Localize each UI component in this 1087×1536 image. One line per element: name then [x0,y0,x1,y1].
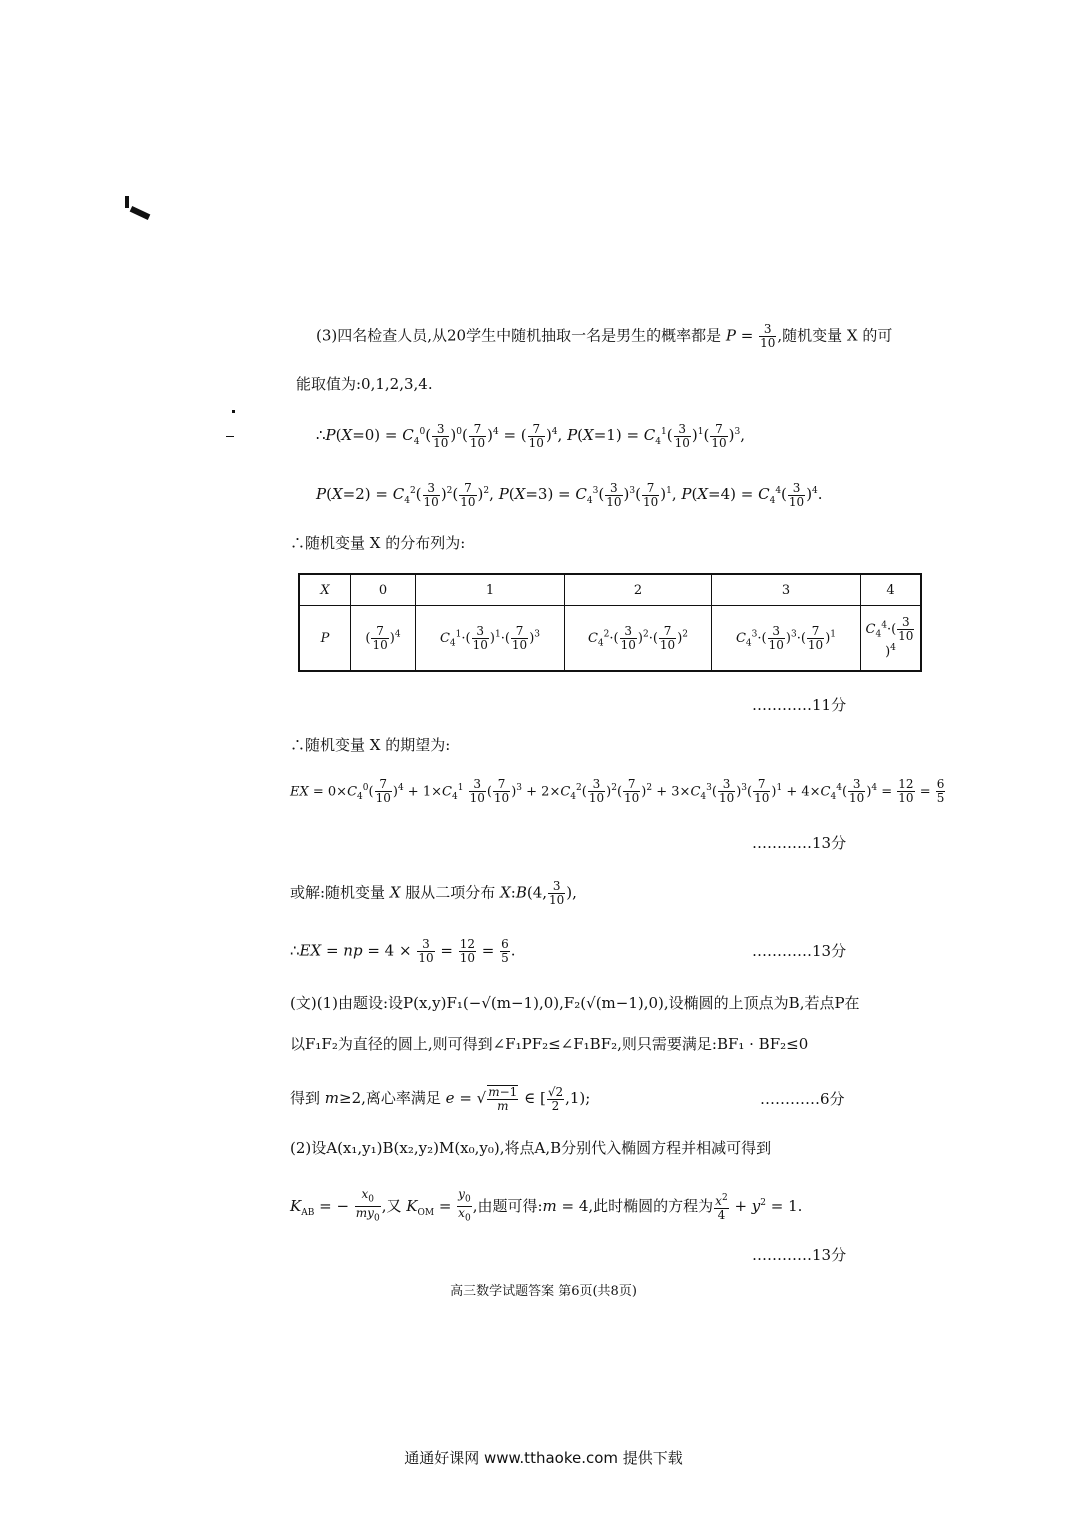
wen-line-2: 以F₁F₂为直径的圆上,则可得到∠F₁PF₂≤∠F₁BF₂,则只需要满足:BF₁ · BF₂≤0 [290,1035,809,1053]
site-watermark: 通通好课网 www.tthaoke.com 提供下载 [404,1449,683,1467]
header-cell: 0 [351,574,416,606]
prob-cell: ( $\frac{7}{10}$ )$^4$ [351,606,416,672]
distribution-table [298,573,922,672]
prob-cell: $C_4^3\cdot$( $\frac{3}{10}$ )$^3$·( $\frac{7}{10}$ )$^1$ [712,606,861,672]
wen-line-4: (2)设A(x₁,y₁)B(x₂,y₂)M(x₀,y₀),将点A,B分别代入椭圆方程并相减可得到 [290,1139,772,1157]
prob-cell: $C_4^4\cdot$( $\frac{3}{10}$ )$^4$ [861,606,922,672]
dist-title: ∴随机变量 X 的分布列为: [290,534,466,552]
alt-expect-line: ∴EX = np = 4 × $\frac{3}{10}$ = $\frac{12}{10}$ = $\frac{6}{5}$ . [290,937,516,965]
wen-line-3: 得到 m≥2,离心率满足 e = √ $\frac{m-1}{m}$ ∈ [ $\frac{√2}{2}$ ,1); [290,1084,591,1113]
p-label: P = [725,326,754,345]
part3-intro-text: (3)四名检查人员,从20学生中随机抽取一名是男生的概率都是 [316,326,722,345]
page-footer: 高三数学试题答案 第6页(共8页) [450,1284,637,1299]
p-fraction: $\frac{3}{10}$ [760,322,776,350]
scan-speck [125,196,129,208]
score-13b: …………13分 [752,942,847,960]
score-13c: …………13分 [752,1246,847,1264]
scan-speck [226,436,234,437]
header-cell: 2 [565,574,712,606]
header-cell: 1 [416,574,565,606]
part3-values-line: 能取值为:0,1,2,3,4. [296,375,433,393]
header-cell: X [299,574,351,606]
expect-formula: EX = $0\times C_4^0$( $\frac{7}{10}$ )$^4 + 1\times C_4^1$ $\frac{3}{10}$ ( $\frac{7}{10}$ )$^3 + 2\times C_4^2$( $\frac{3}{10}$ )$^2$( $\frac{7}{10}$ )$^2 + 3\times C_4^3$( $\frac{3}{10}$ )$^3$( $\frac{7}{10}$ )$^1 + 4\times C_4^4$( $\frac{3}{10}$ )$^4$ = $\frac{12}{10}$ = $\frac{6}{5}$ [290,777,945,806]
prob-line-1: ∴P(X=0) = $C_4^0$( $\frac{3}{10}$ )$^0$( $\frac{7}{10}$ )$^4$ = ( $\frac{7}{10}$ )$^4$, $P(X=1) = C_4^1$( $\frac{3}{10}$ )$^1$( $\frac{7}{10}$ )$^3$, [316,421,745,450]
part3-intro-tail: ,随机变量 X 的可 [777,326,893,345]
score-6: …………6分 [760,1090,845,1108]
prob-cell: $C_4^1\cdot$( $\frac{3}{10}$ )$^1$·( $\frac{7}{10}$ )$^3$ [416,606,565,672]
table-header-row [299,574,921,606]
score-13a: …………13分 [752,834,847,852]
table-prob-row [299,606,921,672]
score-11: …………11分 [752,696,847,714]
wen-line-5: $K_{AB}$ = − $\frac{x_0}{my_0}$ ,又 $K_{OM}$ = $\frac{y_0}{x_0}$ ,由题可得:m = 4,此时椭圆的方程为 $\frac{x^2}{4}$ + $y^2 = 1$. [290,1187,803,1224]
header-cell: 3 [712,574,861,606]
expect-title: ∴随机变量 X 的期望为: [290,736,451,754]
wen-line-1: (文)(1)由题设:设P(x,y)F₁(−√(m−1),0),F₂(√(m−1),0),设椭圆的上顶点为B,若点P在 [290,994,860,1012]
row-label-cell: P [299,606,351,672]
part3-intro-line [316,323,892,350]
scan-speck [232,410,235,413]
scan-speck [130,206,151,220]
prob-cell: $C_4^2\cdot$( $\frac{3}{10}$ )$^2$·( $\frac{7}{10}$ )$^2$ [565,606,712,672]
header-cell: 4 [861,574,922,606]
alt-solution-line: 或解:随机变量 X 服从二项分布 X:B(4, $\frac{3}{10}$ ), [290,879,577,907]
prob-line-2: $P(X=2) = C_4^2$( $\frac{3}{10}$ )$^2$( $\frac{7}{10}$ )$^2$, $P(X=3) = C_4^3$( $\frac{3}{10}$ )$^3$( $\frac{7}{10}$ )$^1$, $P(X=4) = C_4^4$( $\frac{3}{10}$ )$^4$. [316,480,823,509]
